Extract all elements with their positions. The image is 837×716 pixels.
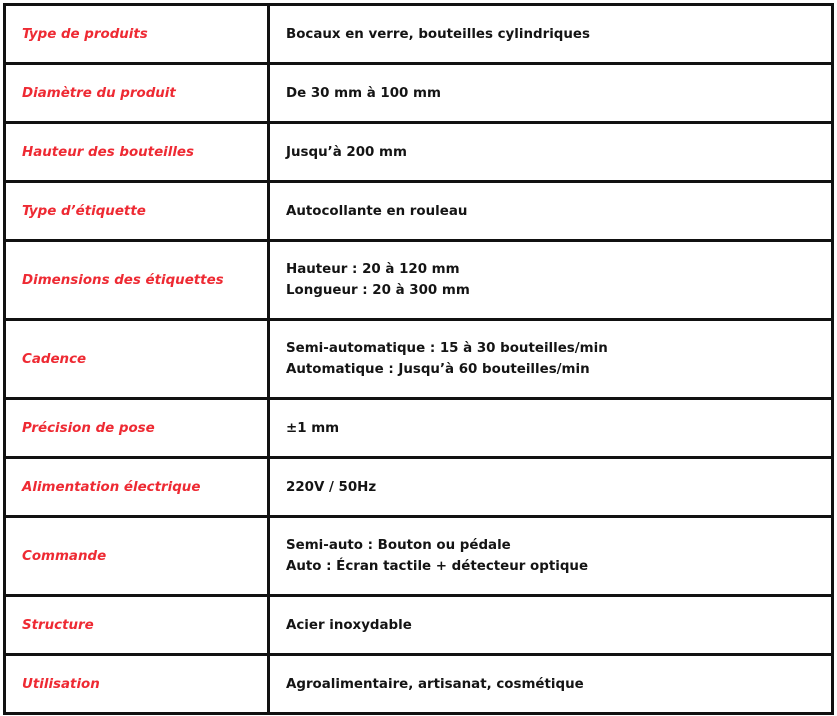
table-row: [5, 517, 833, 596]
spec-value: [269, 399, 833, 458]
table-row: [5, 399, 833, 458]
spec-label: Utilisation: [5, 655, 269, 714]
spec-label: Diamètre du produit: [5, 64, 269, 123]
spec-value-line: Autocollante en rouleau: [286, 203, 468, 219]
spec-label: Type d’étiquette: [5, 182, 269, 241]
spec-value-line: Bocaux en verre, bouteilles cylindriques: [286, 26, 590, 42]
spec-label: Dimensions des étiquettes: [5, 241, 269, 320]
specifications-table-body: [5, 5, 833, 714]
table-row: [5, 64, 833, 123]
spec-value-line: ±1 mm: [286, 420, 340, 436]
specifications-table: [3, 3, 834, 715]
spec-label: Précision de pose: [5, 399, 269, 458]
spec-label: Commande: [5, 517, 269, 596]
table-row: [5, 320, 833, 399]
spec-value: [269, 123, 833, 182]
spec-value: [269, 182, 833, 241]
spec-value-line: Longueur : 20 à 300 mm: [286, 283, 470, 298]
spec-value: [269, 5, 833, 64]
spec-value-line: Hauteur : 20 à 120 mm: [286, 262, 460, 277]
spec-label: Type de produits: [5, 5, 269, 64]
spec-value: [269, 320, 833, 399]
spec-value: [269, 517, 833, 596]
spec-value-line: De 30 mm à 100 mm: [286, 85, 441, 101]
spec-value: [269, 241, 833, 320]
spec-value-line: 220V / 50Hz: [286, 479, 377, 495]
spec-value: [269, 458, 833, 517]
spec-label: Cadence: [5, 320, 269, 399]
table-row: [5, 5, 833, 64]
spec-label: Hauteur des bouteilles: [5, 123, 269, 182]
spec-value-line: Auto : Écran tactile + détecteur optique: [286, 559, 589, 574]
spec-value-line: Semi-automatique : 15 à 30 bouteilles/min: [286, 341, 608, 356]
table-row: [5, 655, 833, 714]
spec-value-line: Agroalimentaire, artisanat, cosmétique: [286, 676, 584, 692]
spec-value: [269, 64, 833, 123]
table-row: [5, 458, 833, 517]
spec-value-line: Jusqu’à 200 mm: [286, 144, 407, 160]
spec-label: Structure: [5, 596, 269, 655]
spec-value: [269, 596, 833, 655]
table-row: [5, 241, 833, 320]
spec-label: Alimentation électrique: [5, 458, 269, 517]
table-row: [5, 182, 833, 241]
table-row: [5, 596, 833, 655]
spec-value: [269, 655, 833, 714]
spec-value-line: Semi-auto : Bouton ou pédale: [286, 538, 511, 553]
spec-value-line: Automatique : Jusqu’à 60 bouteilles/min: [286, 362, 590, 377]
spec-value-line: Acier inoxydable: [286, 617, 412, 633]
table-row: [5, 123, 833, 182]
